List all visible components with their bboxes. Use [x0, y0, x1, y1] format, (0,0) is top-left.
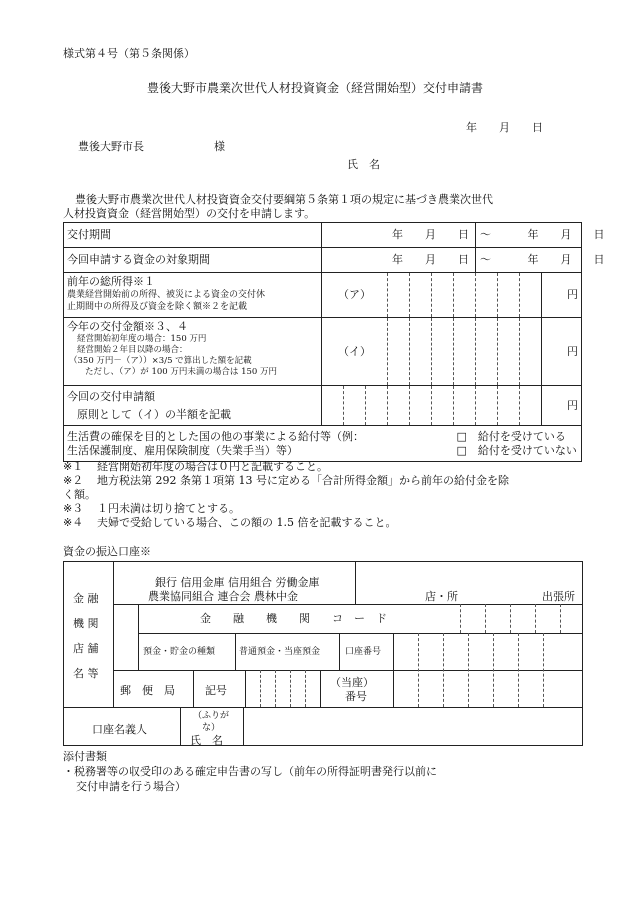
benefit-not-receiving-checkbox[interactable]: □ 給付を受けていない	[456, 443, 577, 457]
amount-note-2: 経営開始２年目以降の場合：	[77, 345, 188, 355]
digit-cell[interactable]	[454, 318, 476, 386]
prev-income-note-2: 止期間中の所得及び資金を除く額※２を記載	[67, 302, 248, 312]
amount-note-3: （350 万円－（ア））×3/5 で算出した額を記載	[69, 356, 252, 366]
yen-unit: 円	[542, 318, 582, 386]
request-amount-label: 今回の交付申請額	[67, 390, 155, 403]
period-start-field[interactable]: 年 月 日	[322, 223, 476, 248]
digit-cell[interactable]	[388, 273, 410, 318]
branch-label: 店・所	[425, 590, 458, 603]
touza-label: （当座）	[330, 676, 374, 689]
yen-unit: 円	[542, 386, 582, 426]
digit-cell[interactable]	[476, 386, 498, 426]
digit-cell[interactable]	[520, 386, 542, 426]
deposit-type-values[interactable]: 普通預金・当座預金	[239, 647, 321, 657]
table-row	[64, 426, 582, 462]
attachment-item-1: ・税務署等の収受印のある確定申告書の写し（前年の所得証明書発行以前に	[63, 765, 437, 778]
digit-cell[interactable]	[410, 318, 432, 386]
prev-income-label: 前年の総所得※１	[67, 275, 155, 288]
note-text-3: １円未満は切り捨てとする。	[97, 502, 240, 515]
digit-cell[interactable]	[344, 386, 366, 426]
addressee: 豊後大野市長	[78, 140, 144, 153]
intro-line-1: 豊後大野市農業次世代人材投資資金交付要綱第５条第１項の規定に基づき農業次世代	[75, 193, 493, 206]
office-label: 出張所	[542, 590, 575, 603]
deposit-type-label: 預金・貯金の種類	[143, 647, 216, 657]
furigana-label-2: な）	[202, 723, 221, 733]
digit-cell[interactable]	[476, 318, 498, 386]
digit-cell[interactable]	[432, 273, 454, 318]
note-mark-4: ※４	[63, 516, 84, 529]
table-row	[64, 273, 582, 318]
digit-cell[interactable]	[498, 273, 520, 318]
note-mark-3: ※３	[63, 502, 84, 515]
form-number: 様式第４号（第５条関係）	[63, 47, 195, 60]
bank-section-title: 資金の振込口座※	[63, 545, 151, 558]
symbol-label: 記号	[205, 684, 227, 697]
target-period-label: 今回申請する資金の対象期間	[64, 248, 322, 273]
number-label: 番号	[345, 690, 367, 703]
holder-name-label: 氏 名	[190, 734, 223, 747]
honorific: 様	[214, 140, 225, 153]
other-benefit-label-1: 生活費の確保を目的とした国の他の事業による給付等（例：	[67, 429, 364, 443]
yen-unit: 円	[542, 273, 582, 318]
digit-cell[interactable]	[366, 386, 388, 426]
date-line: 年 月 日	[466, 121, 543, 134]
note-text-2: 地方税法第 292 条第１項第 13 号に定める「合計所得金額」から前年の給付金を除	[97, 474, 509, 487]
digit-cell[interactable]	[410, 273, 432, 318]
form-title: 豊後大野市農業次世代人材投資資金（経営開始型）交付申請書	[147, 81, 484, 95]
prev-income-note-1: 農業経営開始前の所得、被災による資金の交付休	[67, 290, 266, 300]
amount-note-1: 経営開始初年度の場合：150 万円	[77, 334, 207, 344]
note-text-4: 夫婦で受給している場合、この額の 1.5 倍を記載すること。	[97, 516, 397, 529]
attachments-title: 添付書類	[63, 750, 107, 763]
digit-cell[interactable]	[498, 386, 520, 426]
digit-cell[interactable]	[520, 273, 542, 318]
table-row	[64, 318, 582, 386]
request-amount-note: 原則として（イ）の半額を記載	[77, 408, 231, 421]
bank-side-label-1: 金 融	[73, 592, 99, 605]
furigana-label: （ふりが	[193, 711, 230, 721]
applicant-name-label: 氏 名	[347, 158, 380, 171]
table-row	[64, 386, 582, 426]
period-end-field[interactable]: ～ 年 月 日	[476, 223, 582, 248]
digit-cell[interactable]	[322, 386, 344, 426]
other-benefit-label-2: 生活保護制度、雇用保険制度（失業手当）等）	[67, 443, 298, 457]
digit-cell[interactable]	[454, 273, 476, 318]
bank-code-label: 金 融 機 関 コ ー ド	[200, 612, 387, 625]
intro-line-2: 人材投資資金（経営開始型）の交付を申請します。	[63, 207, 316, 220]
bank-side-label-2: 機 関	[73, 617, 99, 630]
this-year-amount-label: 今年の交付金額※３、４	[67, 320, 188, 333]
digit-cell[interactable]	[388, 318, 410, 386]
benefit-receiving-checkbox[interactable]: □ 給付を受けている	[456, 429, 566, 443]
delivery-period-label: 交付期間	[64, 223, 322, 248]
target-start-field[interactable]: 年 月 日	[322, 248, 476, 273]
digit-cell[interactable]	[410, 386, 432, 426]
bank-types-line-1: 銀行 信用金庫 信用組合 労働金庫	[155, 576, 320, 589]
digit-cell[interactable]	[498, 318, 520, 386]
account-number-label: 口座番号	[345, 647, 382, 657]
bank-account-table	[63, 561, 583, 746]
digit-cell[interactable]	[432, 318, 454, 386]
account-holder-label: 口座名義人	[92, 723, 147, 736]
digit-cell[interactable]	[432, 386, 454, 426]
digit-cell[interactable]	[388, 386, 410, 426]
bank-side-label-3: 店 舗	[73, 642, 99, 655]
mark-a: （ア）	[322, 273, 388, 318]
table-row	[64, 248, 582, 273]
mark-i: （イ）	[322, 318, 388, 386]
bank-types-line-2: 農業協同組合 連合会 農林中金	[148, 590, 298, 603]
attachment-item-2: 交付申請を行う場合）	[76, 780, 186, 793]
application-table	[63, 222, 605, 462]
note-text-2b: く額。	[63, 488, 96, 501]
table-row	[64, 223, 582, 248]
digit-cell[interactable]	[520, 318, 542, 386]
note-text-1: 経営開始初年度の場合は０円と記載すること。	[97, 460, 328, 473]
note-mark-2: ※２	[63, 474, 84, 487]
digit-cell[interactable]	[476, 273, 498, 318]
target-end-field[interactable]: ～ 年 月 日	[476, 248, 582, 273]
note-mark-1: ※１	[63, 460, 84, 473]
digit-cell[interactable]	[454, 386, 476, 426]
amount-note-4: ただし、（ア）が 100 万円未満の場合は 150 万円	[85, 367, 278, 377]
bank-side-label-4: 名 等	[73, 667, 99, 680]
post-office-label: 郵 便 局	[120, 684, 175, 697]
